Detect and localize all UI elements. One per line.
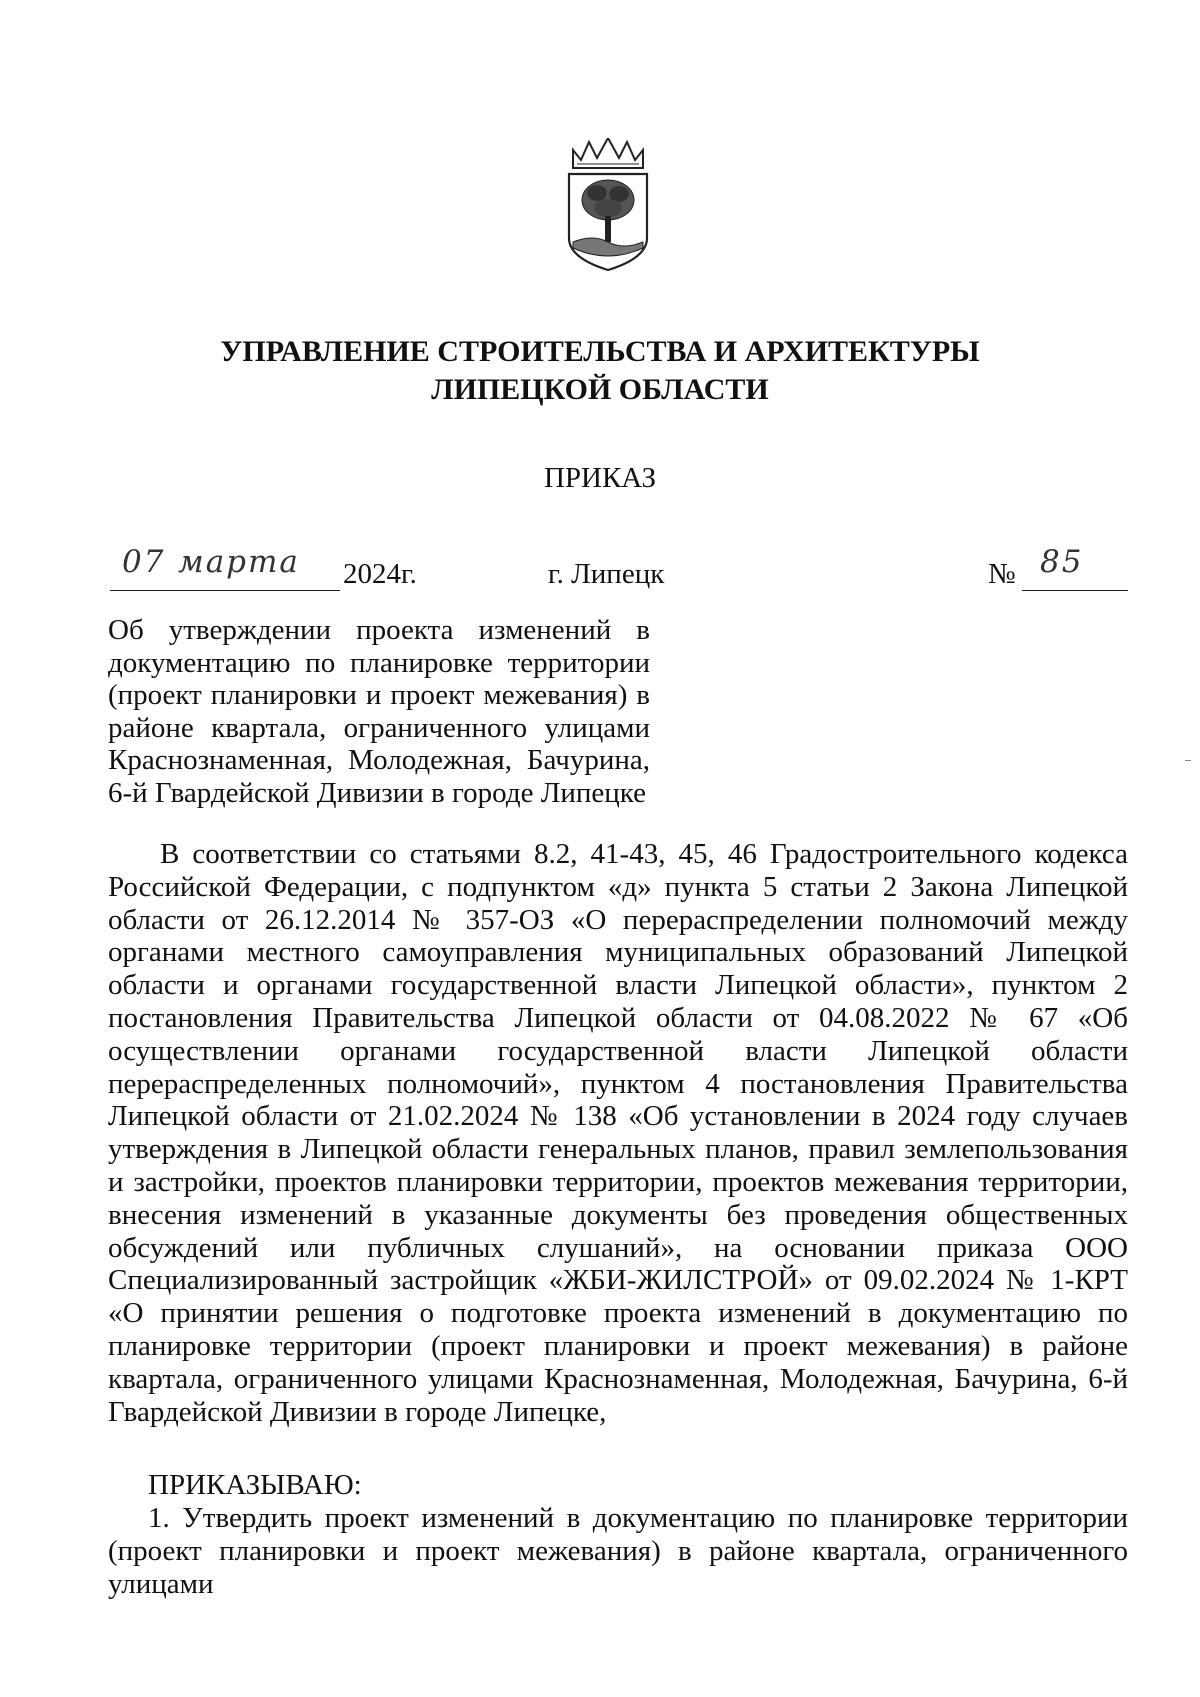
city: г. Липецк bbox=[548, 558, 665, 590]
organization-title bbox=[0, 333, 1200, 409]
preamble-paragraph: В соответствии со статьями 8.2, 41-43, 45, 46 Градостроительного кодекса Российской Федерации, с подпунктом «д» пункта 5 статьи 2 Закона Липецкой области от 26.12.2014 № 357-ОЗ «О перераспределении полномочий между органами местного самоуправления муниципальных образований Липецкой области и органами государственной власти Липецкой области», пунктом 2 постановления Правительства Липецкой области от 04.08.2022 № 67 «Об осуществлении органами государственной власти Липецкой области перераспределенных полномочий», пунктом 4 постановления Правительства Липецкой области от 21.02.2024 № 138 «Об установлении в 2024 году случаев утверждения в Липецкой области генеральных планов, правил землепользования и застройки, проектов планировки территории, проектов межевания территории, внесения изменений в указанные документы без проведения общественных обсуждений или публичных слушаний», на основании приказа ООО Специализированный застройщик «ЖБИ-ЖИЛСТРОЙ» от 09.02.2024 № 1-КРТ «О принятии решения о подготовке проекта изменений в документацию по планировке территории (проект планировки и проект межевания) в районе квартала, ограниченного улицами Краснознаменная, Молодежная, Бачурина, 6-й Гвардейской Дивизии в городе Липецке, bbox=[108, 838, 1128, 1428]
subject-line: 6-й Гвардейской Дивизии в городе Липецке bbox=[108, 776, 647, 809]
order-item-1: 1. Утвердить проект изменений в документацию по планировке территории (проект планировки и проект межевания) в районе квартала, ограниченного улицами bbox=[108, 1502, 1128, 1600]
organization-title-line2: ЛИПЕЦКОЙ ОБЛАСТИ bbox=[431, 373, 769, 406]
date-number-line bbox=[0, 544, 1200, 598]
subject-line: Об утверждении проекта изменений в bbox=[108, 614, 650, 646]
subject-line: районе квартала, ограниченного улицами bbox=[108, 711, 650, 744]
subject-line: (проект планировки и проект межевания) в bbox=[108, 679, 650, 712]
subject-line: Краснознаменная, Молодежная, Бачурина, bbox=[108, 744, 650, 777]
date-year: 2024г. bbox=[343, 558, 417, 590]
handwritten-date-month: марта bbox=[178, 544, 300, 580]
handwritten-number: 85 bbox=[1040, 544, 1084, 580]
subject-line: документацию по планировке территории bbox=[108, 646, 650, 679]
number-label: № bbox=[988, 558, 1016, 590]
organization-title-line1: УПРАВЛЕНИЕ СТРОИТЕЛЬСТВА И АРХИТЕКТУРЫ bbox=[220, 335, 980, 368]
order-subject bbox=[108, 614, 650, 810]
handwritten-date-day: 07 bbox=[122, 544, 166, 580]
margin-mark bbox=[1185, 760, 1191, 761]
document-type: ПРИКАЗ bbox=[543, 462, 657, 494]
coat-of-arms-icon bbox=[563, 138, 653, 274]
order-keyword: ПРИКАЗЫВАЮ: bbox=[148, 1469, 362, 1501]
